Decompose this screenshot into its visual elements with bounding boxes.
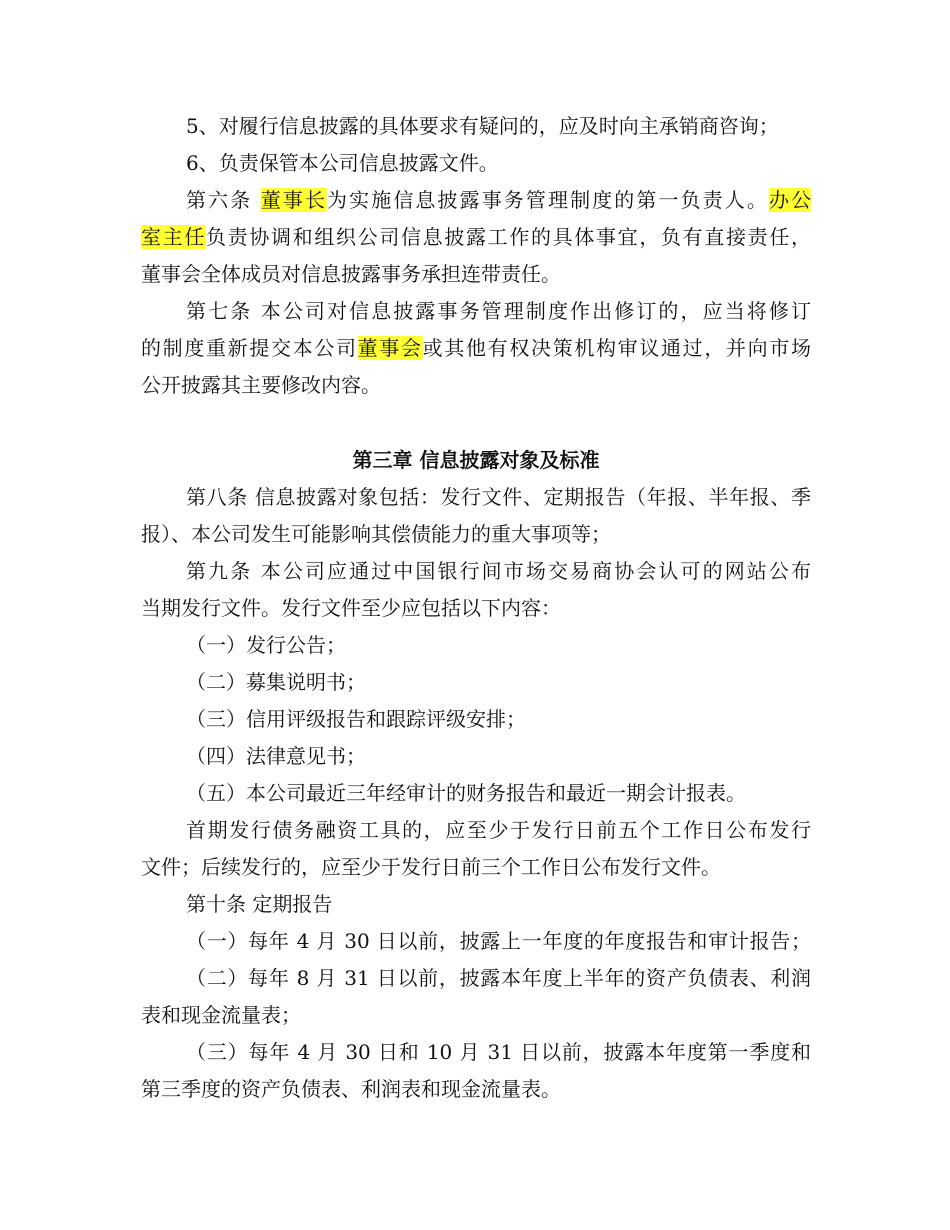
article-9-line-2: 当期发行文件。发行文件至少应包括以下内容： xyxy=(141,596,561,620)
list-item: （一）发行公告； xyxy=(186,633,346,657)
article-10-item-1: （一）每年 4 月 30 日以前，披露上一年度的年度报告和审计报告； xyxy=(186,929,811,953)
highlight-board: 董事会 xyxy=(357,336,423,360)
paragraph-item-5: 5、对履行信息披露的具体要求有疑问的，应及时向主承销商咨询； xyxy=(186,114,779,138)
article-6-line-1: 第六条 董事长为实施信息披露事务管理制度的第一负责人。办公 xyxy=(186,188,812,212)
list-item: （三）信用评级报告和跟踪评级安排； xyxy=(186,707,526,731)
article-9-line-1: 第九条 本公司应通过中国银行间市场交易商协会认可的网站公布 xyxy=(186,559,811,583)
article-10-item-2-line-2: 表和现金流量表； xyxy=(141,1003,301,1027)
article-7-line-1: 第七条 本公司对信息披露事务管理制度作出修订的，应当将修订 xyxy=(186,299,811,323)
article-8-line-1: 第八条 信息披露对象包括：发行文件、定期报告（年报、半年报、季 xyxy=(186,485,811,509)
article-6-line-2: 室主任负责协调和组织公司信息披露工作的具体事宜，负有直接责任， xyxy=(141,225,811,249)
list-item: （二）募集说明书； xyxy=(186,670,366,694)
article-10-item-2-line-1: （二）每年 8 月 31 日以前，披露本年度上半年的资产负债表、利润 xyxy=(186,966,811,990)
highlight-office-director: 室主任 xyxy=(141,225,206,249)
article-7-line-3: 公开披露其主要修改内容。 xyxy=(141,373,381,397)
paragraph-item-6: 6、负责保管本公司信息披露文件。 xyxy=(186,151,499,175)
article-6-line-3: 董事会全体成员对信息披露事务承担连带责任。 xyxy=(141,262,561,286)
article-9-note-line-1: 首期发行债务融资工具的，应至少于发行日前五个工作日公布发行 xyxy=(186,818,811,842)
article-8-line-2: 报）、本公司发生可能影响其偿债能力的重大事项等； xyxy=(141,522,611,546)
article-10-item-3-line-2: 第三季度的资产负债表、利润表和现金流量表。 xyxy=(141,1077,561,1101)
article-10-title: 第十条 定期报告 xyxy=(186,892,333,916)
highlight-chairman: 董事长 xyxy=(260,188,328,212)
article-9-note-line-2: 文件；后续发行的，应至少于发行日前三个工作日公布发行文件。 xyxy=(141,855,721,879)
highlight-office: 办公 xyxy=(768,188,812,212)
list-item: （五）本公司最近三年经审计的财务报告和最近一期会计报表。 xyxy=(186,781,746,805)
list-item: （四）法律意见书； xyxy=(186,744,366,768)
article-7-line-2: 的制度重新提交本公司董事会或其他有权决策机构审议通过，并向市场 xyxy=(141,336,812,360)
article-10-item-3-line-1: （三）每年 4 月 30 日和 10 月 31 日以前，披露本年度第一季度和 xyxy=(186,1040,811,1064)
chapter-3-heading: 第三章 信息披露对象及标准 xyxy=(352,448,600,472)
